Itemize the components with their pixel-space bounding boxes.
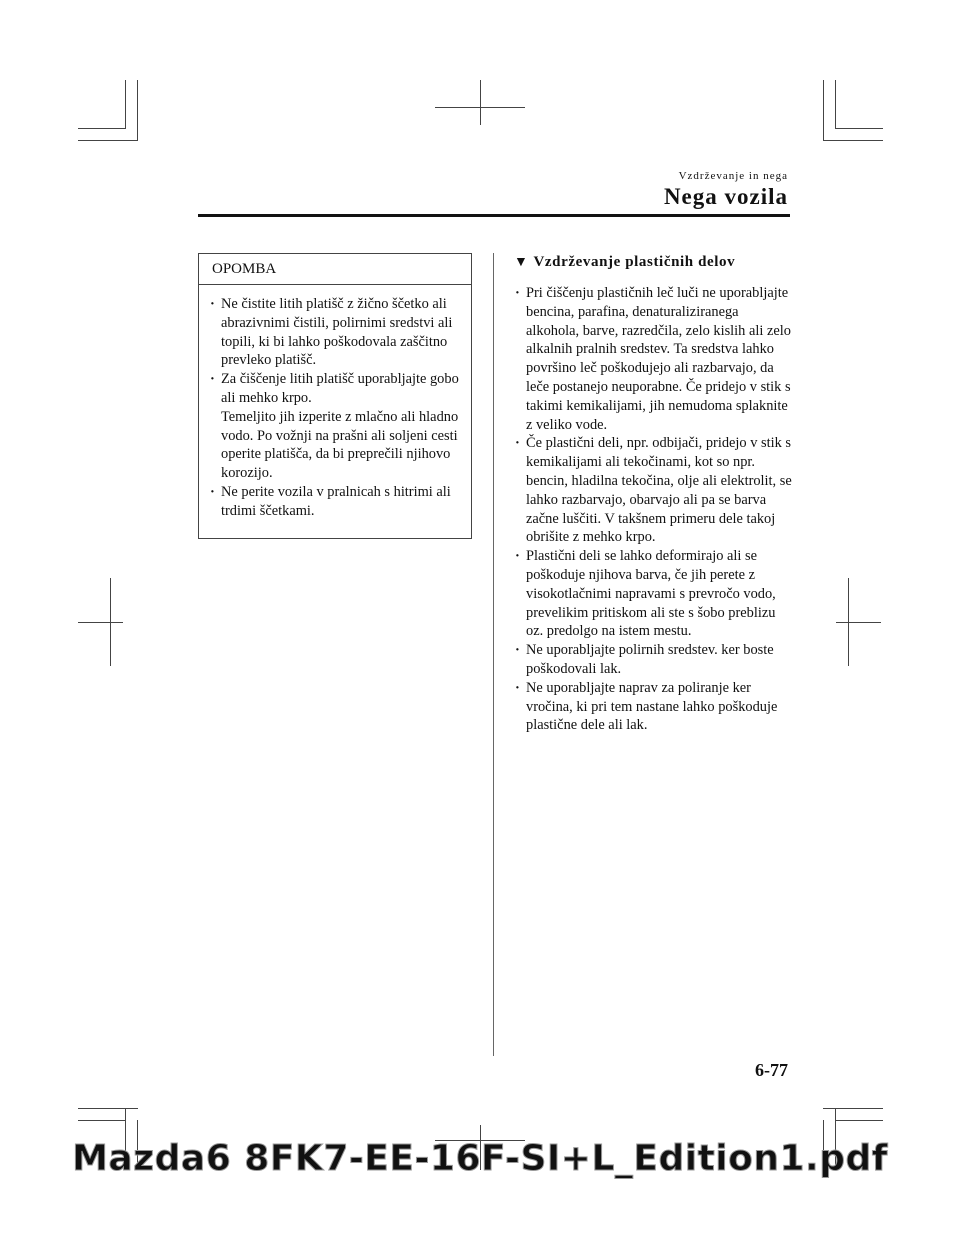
footer-filename <box>0 1138 960 1179</box>
list-item: · Plastični deli se lahko deformirajo ali se poškoduje njihova barva, če jih perete z visokotlačnimi napravami s prevročo vodo, prevelikim pritiskom ali ste s šobo preblizu oz. predolgo na istem mestu. <box>526 547 792 641</box>
list-item: · Ne uporabljajte naprav za poliranje ker vročina, ki pri tem nastane lahko poškoduje plastične dele ali lak. <box>526 679 792 735</box>
note-heading: OPOMBA <box>199 254 471 285</box>
page-number: 6-77 <box>755 1060 788 1080</box>
section-title-text: Vzdrževanje plastičnih delov <box>533 254 736 270</box>
triangle-down-icon: ▼ <box>514 255 529 270</box>
header-rule <box>198 214 790 217</box>
section-title <box>514 254 735 271</box>
note-item: · Za čiščenje litih platišč uporabljajte gobo ali mehko krpo. Temeljito jih izperite z mlačno ali hladno vodo. Po vožnji na prašni ali soljeni cesti operite platišča, da bi preprečili njihovo korozijo. <box>221 370 465 483</box>
footer-filename-text: Mazda6 8FK7-EE-16F-SI+L_Edition1.pdf <box>72 1138 888 1179</box>
note-box <box>198 253 472 539</box>
section-list <box>526 284 792 735</box>
note-item: · Ne čistite litih platišč z žično ščetko ali abrazivnimi čistili, polirnimi sredstvi ali topili, ki bi lahko poškodovala zaščitno prevleko platišč. <box>221 295 465 370</box>
column-divider <box>493 253 494 1056</box>
list-item: · Če plastični deli, npr. odbijači, pridejo v stik s kemikalijami ali tekočinami, kot so npr. bencin, hladilna tekočina, olje ali elektrolit, se lahko razbarvajo, obarvajo ali pa se barva začne luščiti. V takšnem primeru dele takoj obrišite z mehko krpo. <box>526 434 792 547</box>
note-list <box>199 285 471 521</box>
chapter-title: Nega vozila <box>663 184 788 209</box>
chapter-subtitle: Vzdrževanje in nega <box>678 170 788 182</box>
list-item: · Pri čiščenju plastičnih leč luči ne uporabljajte bencina, parafina, denaturaliziranega alkohola, barve, razredčila, zelo kislih ali zelo alkalnih pralnih sredstev. Ta sredstva lahko površino leč poškodujejo ali razbarvajo, da leče postanejo neuporabne. Če pridejo v stik s takimi kemikalijami, jih nemudoma splaknite z veliko vode. <box>526 284 792 434</box>
list-item: · Ne uporabljajte polirnih sredstev. ker boste poškodovali lak. <box>526 641 792 679</box>
note-item: · Ne perite vozila v pralnicah s hitrimi ali trdimi ščetkami. <box>221 483 465 521</box>
